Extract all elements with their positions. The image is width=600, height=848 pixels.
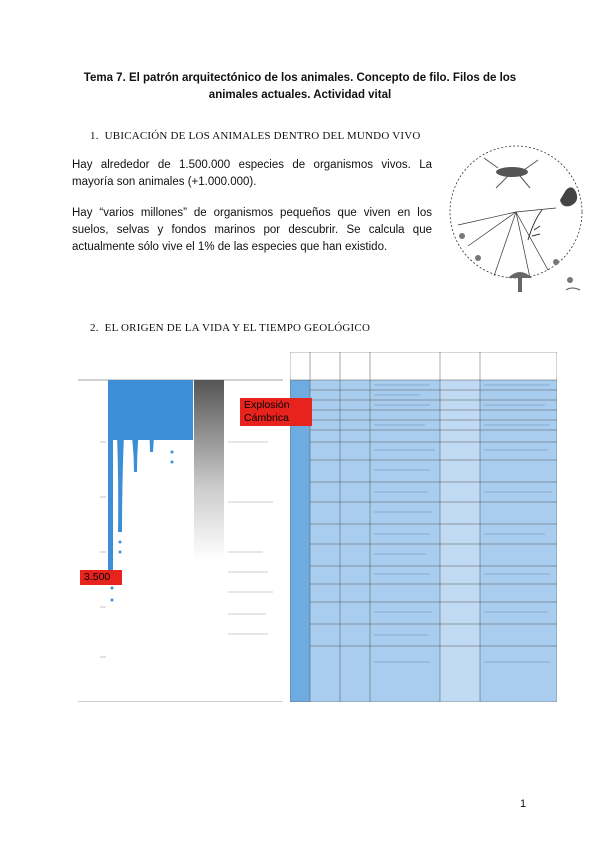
section-2-title: EL ORIGEN DE LA VIDA Y EL TIEMPO GEOLÓGICO <box>104 322 371 334</box>
cambrian-explosion-label: Explosión Cámbrica <box>240 398 312 426</box>
page-title <box>70 70 530 104</box>
section-2-number: 2. <box>90 322 99 334</box>
geological-time-table-graphic <box>290 352 557 702</box>
page-number: 1 <box>520 798 527 810</box>
paragraph-species-count: Hay alrededor de 1.500.000 especies de organismos vivos. La mayoría son animales (+1.000.000). <box>72 159 432 188</box>
age-3500-label: 3.500 <box>80 570 122 585</box>
section-1-heading <box>90 130 421 142</box>
living-world-figure <box>438 130 588 300</box>
title-line-1: Tema 7. El patrón arquitectónico de los animales. Concepto de filo. Filos de los <box>83 72 517 84</box>
section-1-number: 1. <box>90 130 99 142</box>
geological-time-table <box>290 352 557 702</box>
paragraph-undiscovered: Hay “varios millones” de organismos pequeños que viven en los suelos, selvas y fondos marinos por descubrir. Se calcula que actualmente sólo vive el 1% de las especies que han existido. <box>72 207 432 253</box>
title-line-2: animales actuales. Actividad vital <box>208 89 392 101</box>
section-2-heading <box>90 322 370 334</box>
section-1-title: UBICACIÓN DE LOS ANIMALES DENTRO DEL MUNDO VIVO <box>104 130 421 142</box>
living-world-pie-illustration <box>438 130 588 300</box>
